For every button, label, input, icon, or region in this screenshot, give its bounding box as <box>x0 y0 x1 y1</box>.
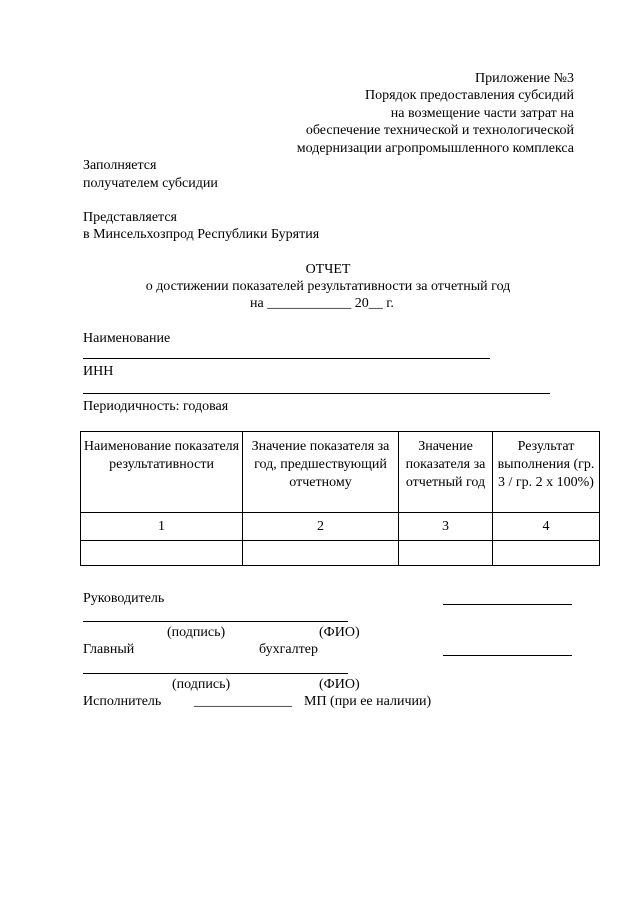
report-date-year: 20__ г. <box>354 296 394 311</box>
report-date-prefix: на <box>250 296 264 311</box>
table-input-cell[interactable] <box>81 541 243 566</box>
table-header-cell: Результат выполнения (гр. 3 / гр. 2 х 100%) <box>493 432 600 513</box>
head-label: Руководитель <box>83 591 165 606</box>
table-input-cell[interactable] <box>399 541 493 566</box>
stamp-note: МП (при ее наличии) <box>304 694 432 709</box>
submitted-to-line-1: Представляется <box>83 210 177 225</box>
executor-blank: ______________ <box>194 694 292 709</box>
head-fio-line <box>443 604 572 605</box>
report-title: ОТЧЕТ <box>305 262 351 277</box>
inn-label: ИНН <box>83 364 114 379</box>
chief-signature-line <box>83 673 348 674</box>
head-signature-hint: (подпись) <box>167 625 226 640</box>
filled-by-line-2: получателем субсидии <box>83 176 218 191</box>
submitted-to-line-2: в Минсельхозпрод Республики Бурятия <box>83 227 320 242</box>
table-header-cell: Наименование показателя результативности <box>81 432 243 513</box>
table-number-cell: 4 <box>493 513 600 541</box>
table-number-cell: 2 <box>243 513 399 541</box>
report-subtitle: о достижении показателей результативности за отчетный год <box>145 279 511 294</box>
table-input-cell[interactable] <box>243 541 399 566</box>
appendix-line-4: обеспечение технической и технологической <box>305 123 574 138</box>
appendix-number: Приложение №3 <box>475 71 574 86</box>
table-header-cell: Значение показателя за отчетный год <box>399 432 493 513</box>
executor-label: Исполнитель <box>83 694 162 709</box>
filled-by-line-1: Заполняется <box>83 158 157 173</box>
name-label: Наименование <box>83 331 171 346</box>
table-header-row <box>81 432 600 513</box>
chief-signature-hint: (подпись) <box>172 677 231 692</box>
appendix-line-3: на возмещение части затрат на <box>390 106 574 121</box>
periodicity: Периодичность: годовая <box>83 399 229 414</box>
chief-word-1: Главный <box>83 642 135 657</box>
table-number-cell: 1 <box>81 513 243 541</box>
report-date-line <box>250 295 394 312</box>
chief-fio-line <box>443 655 572 656</box>
appendix-line-2: Порядок предоставления субсидий <box>364 88 574 103</box>
name-underline <box>83 358 490 359</box>
inn-underline <box>83 393 550 394</box>
table-header-cell: Значение показателя за год, предшествующий отчетному <box>243 432 399 513</box>
head-signature-line <box>83 621 348 622</box>
chief-word-2: бухгалтер <box>259 642 318 657</box>
table-input-cell[interactable] <box>493 541 600 566</box>
chief-fio-hint: (ФИО) <box>319 677 360 692</box>
table-row <box>81 541 600 566</box>
head-fio-hint: (ФИО) <box>319 625 360 640</box>
table-number-row <box>81 513 600 541</box>
report-table <box>80 431 600 566</box>
report-date-blank: ____________ <box>267 296 352 311</box>
appendix-line-5: модернизации агропромышленного комплекса <box>296 141 574 156</box>
table-number-cell: 3 <box>399 513 493 541</box>
